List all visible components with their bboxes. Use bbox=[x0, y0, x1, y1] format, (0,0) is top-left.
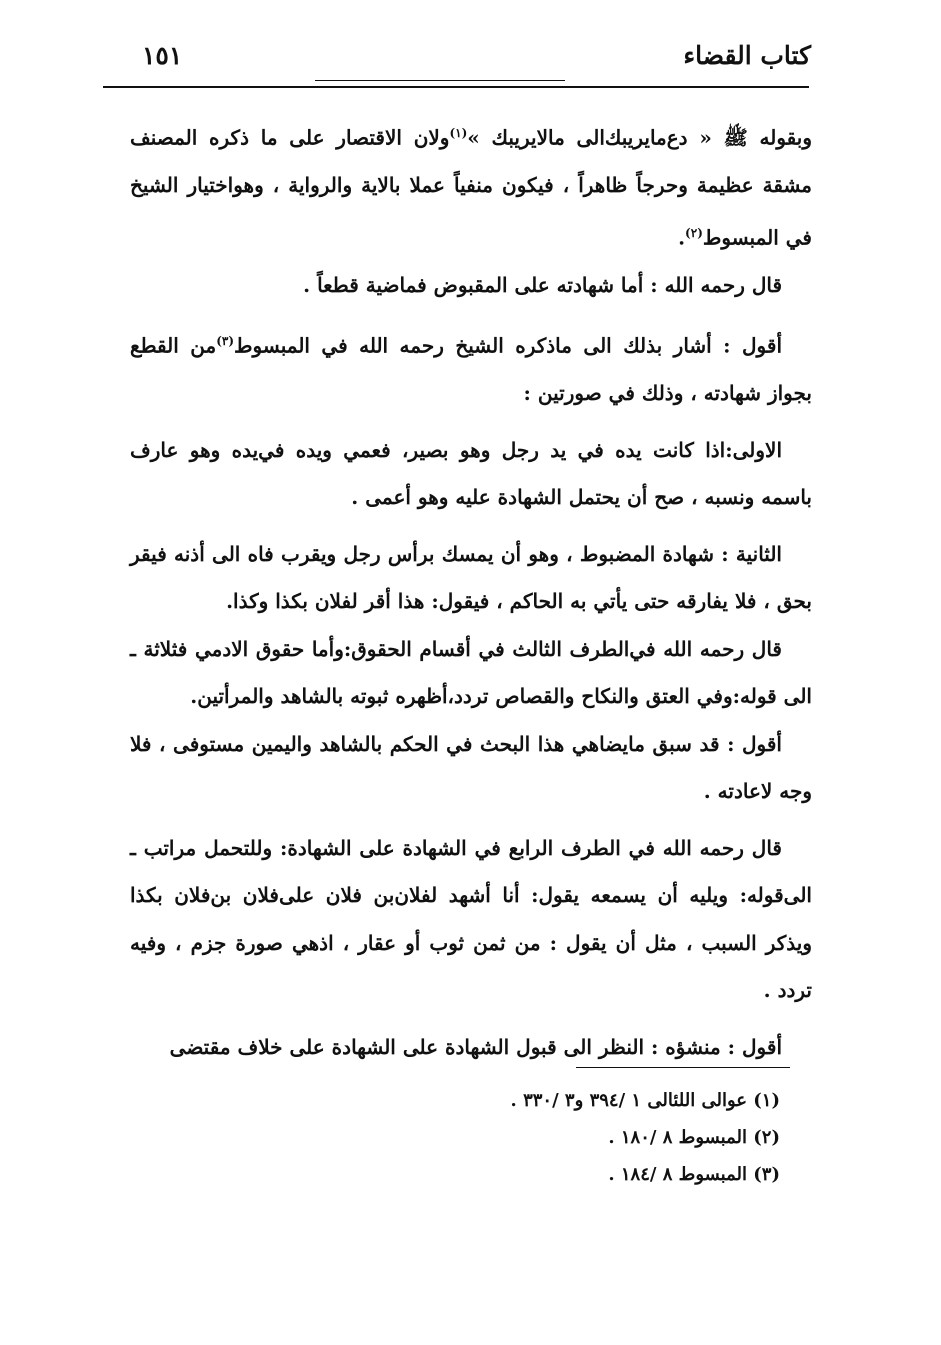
footnotes bbox=[300, 1082, 780, 1193]
header-rule-thin bbox=[315, 80, 565, 81]
footnote-2: (٢) المبسوط ٨ /١٨٠ . bbox=[608, 1127, 780, 1148]
paragraph-1-text-a: وبقوله ﷺ « دع‌ما‌يريبك‌الى مالايريبك » bbox=[467, 125, 812, 150]
paragraph-9: أقول : منشؤه : النظر الى قبول الشهادة على الشهادة على خلاف مقتضى bbox=[169, 1034, 782, 1059]
paragraph-1 bbox=[130, 110, 812, 262]
paragraph-5: الثانية : شهادة المضبوط ، وهو أن يمسك برأس رجل ويقرب فاه الى أذنه فيقر بحق ، فلا يفارقه حتى يأتي به الحاكم ، فيقول: هذا أقر لفلان بكذا وكذا. bbox=[130, 541, 812, 614]
paragraph-8: قال رحمه الله في الطرف الرابع في الشهادة على الشهادة: وللتحمل مراتب ـ الى‌قوله: ويليه أن يسمعه يقول: أنا أشهد لفلان‌بن فلان على‌فلان بن‌فلان بكذا ويذكر السبب ، مثل أن يقول : من ثمن ثوب أو عقار ، اذهي صورة جزم ، وفيه تردد . bbox=[130, 835, 813, 1003]
footnote-3: (٣) المبسوط ٨ /١٨٤ . bbox=[608, 1164, 780, 1185]
paragraph-4: الاولى:اذا كانت يده في يد رجل وهو بصير، فعمي ويده في‌يده وهو عارف باسمه ونسبه ، صح أن يحتمل الشهادة عليه وهو أعمى . bbox=[130, 437, 812, 510]
page-number: ١٥١ bbox=[142, 41, 183, 70]
paragraph-2: قال رحمه الله : أما شهادته على المقبوض فماضية قطعاً . bbox=[303, 272, 782, 297]
paragraph-6: قال رحمه الله في‌الطرف الثالث في أقسام الحقوق:وأما حقوق الادمي فثلاثة ـ الى قوله:وفي العتق والنكاح والقصاص تردد،أظهره ثبوته بالشاهد والمرأتين. bbox=[130, 636, 812, 709]
footnote-ref-3: (٣) bbox=[216, 334, 235, 349]
body-text bbox=[130, 110, 812, 1071]
paragraph-3-text-b: من القطع بجواز شهادته ، وذلك في صورتين : bbox=[130, 333, 812, 406]
paragraph-3 bbox=[130, 318, 812, 418]
paragraph-7: أقول : قد سبق مايضاهي هذا البحث في الحكم بالشاهد واليمين مستوفى ، فلا وجه لاعادته . bbox=[130, 731, 812, 804]
footnote-ref-2: (٢) bbox=[685, 225, 703, 240]
page-header bbox=[130, 34, 811, 78]
running-title: كتاب القضاء bbox=[683, 41, 811, 70]
header-rule bbox=[103, 86, 809, 88]
paragraph-3-text-a: أقول : أشار بذلك الى ماذكره الشيخ رحمه الله في المبسوط bbox=[234, 333, 783, 358]
footnote-1: (١) عوالى اللئالى ١ /٣٩٤ و٣ /٣٣٠ . bbox=[510, 1090, 780, 1111]
paragraph-1-text-b: ولان الاقتصار على ما ذكره المصنف مشقة عظيمة وحرجاً ظاهراً ، فيكون منفياً عملا بالاية والرواية ، وهواختيار الشيخ في المبسوط bbox=[130, 125, 812, 250]
footnote-rule bbox=[576, 1067, 790, 1068]
footnote-ref-1: (١) bbox=[449, 126, 468, 140]
paragraph-1-text-c: . bbox=[678, 225, 686, 250]
